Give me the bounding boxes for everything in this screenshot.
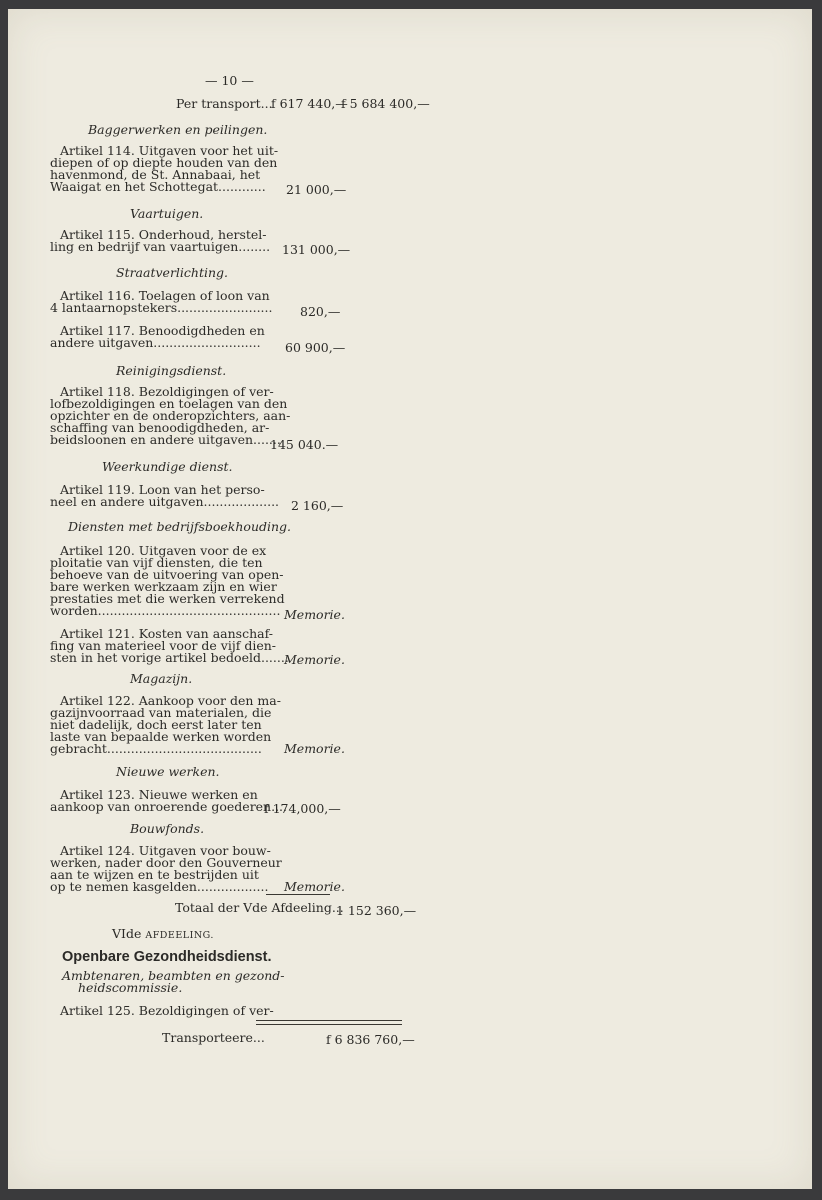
article-line: Artikel 120. Uitgaven voor de ex [60,543,267,558]
article-line: laste van bepaalde werken worden [50,729,272,744]
section-magazijn: Magazijn. [130,671,193,686]
section-bouwfonds: Bouwfonds. [130,821,205,836]
article-line: fing van materieel voor de vijf dien- [50,638,277,653]
article-line: schaffing van benoodigdheden, ar- [50,420,270,435]
section-title-gezondheidsdienst: Openbare Gezondheidsdienst. [62,949,272,965]
page-number: — 10 — [205,73,254,88]
transport-amount-1: f 617 440,— [271,96,348,111]
section-straatverlichting: Straatverlichting. [116,265,229,280]
article-amount: Memorie. [284,741,345,756]
article-line: bare werken werkzaam zijn en wier [50,579,277,594]
article-line: aan te wijzen en te bestrijden uit [50,867,259,882]
article-amount: 60 900,— [285,340,346,355]
article-line: Artikel 124. Uitgaven voor bouw- [60,843,271,858]
article-line: gebracht....................................... [50,741,262,756]
transport-rule-top [256,1020,402,1021]
article-line: aankoop van onroerende goederen.... [50,799,288,814]
article-line: 4 lantaarnopstekers........................ [50,300,273,315]
afdeeling-word: AFDEELING. [145,930,214,941]
totaal-amount: 1 152 360,— [336,903,417,918]
document-page [8,9,812,1189]
article-amount: 145 040.— [270,437,339,452]
section-vaartuigen: Vaartuigen. [130,206,204,221]
article-line: Artikel 121. Kosten van aanschaf- [60,626,273,641]
article-line: Artikel 123. Nieuwe werken en [60,787,258,802]
article-line: ploitatie van vijf diensten, die ten [50,555,263,570]
article-line: Artikel 119. Loon van het perso- [60,482,265,497]
article-line: worden.............................................. [50,603,281,618]
section-baggerwerken: Baggerwerken en peilingen. [88,122,268,137]
transport-rule-bottom [256,1024,402,1025]
article-line: andere uitgaven........................... [50,335,261,350]
article-line: neel en andere uitgaven................... [50,494,280,509]
article-line: prestaties met die werken verrekend [50,591,285,606]
article-line: sten in het vorige artikel bedoeld....... [50,650,289,665]
section-nieuwe-werken: Nieuwe werken. [116,764,220,779]
transporteere-label: Transporteere... [162,1030,265,1045]
article-125-line: Artikel 125. Bezoldigingen of ver- [60,1003,274,1018]
section-reinigingsdienst: Reinigingsdienst. [116,363,227,378]
transporteere-amount: f 6 836 760,— [326,1032,415,1047]
article-line: Waaigat en het Schottegat............ [50,179,266,194]
article-line: ling en bedrijf van vaartuigen........ [50,239,271,254]
afdeeling-num: VIde [112,926,142,941]
total-rule [266,894,330,895]
article-amount: 131 000,— [282,242,351,257]
article-line: havenmond, de St. Annabaai, het [50,167,261,182]
article-amount: 2 160,— [291,498,344,513]
article-line: Artikel 117. Benoodigdheden en [60,323,265,338]
article-amount: 820,— [300,304,341,319]
article-line: Artikel 115. Onderhoud, herstel- [60,227,267,242]
article-amount: Memorie. [284,879,345,894]
article-line: Artikel 122. Aankoop voor den ma- [60,693,281,708]
afdeeling-vi [112,928,214,942]
gezondheid-sub-2: heidscommissie. [78,980,183,995]
article-amount: f 174,000,— [264,801,341,816]
article-line: beidsloonen en andere uitgaven....... [50,432,281,447]
transport-amount-2: f 5 684 400,— [341,96,430,111]
article-line: Artikel 118. Bezoldigingen of ver- [60,384,274,399]
article-line: niet dadelijk, doch eerst later ten [50,717,262,732]
article-line: werken, nader door den Gouverneur [50,855,282,870]
transport-label: Per transport... [176,96,273,111]
article-line: lofbezoldigingen en toelagen van den [50,396,288,411]
article-amount: Memorie. [284,652,345,667]
section-weerkundige: Weerkundige dienst. [102,459,233,474]
section-diensten: Diensten met bedrijfsboekhouding. [68,519,292,534]
article-line: Artikel 114. Uitgaven voor het uit- [60,143,279,158]
article-line: behoeve van de uitvoering van open- [50,567,284,582]
article-amount: 21 000,— [286,182,347,197]
gezondheid-sub-1: Ambtenaren, beambten en gezond- [62,968,285,983]
article-line: opzichter en de onderopzichters, aan- [50,408,291,423]
article-line: gazijnvoorraad van materialen, die [50,705,272,720]
totaal-label: Totaal der Vde Afdeeling... [175,900,344,915]
article-line: Artikel 116. Toelagen of loon van [60,288,270,303]
article-amount: Memorie. [284,607,345,622]
article-line: op te nemen kasgelden.................. [50,879,269,894]
article-line: diepen of op diepte houden van den [50,155,278,170]
